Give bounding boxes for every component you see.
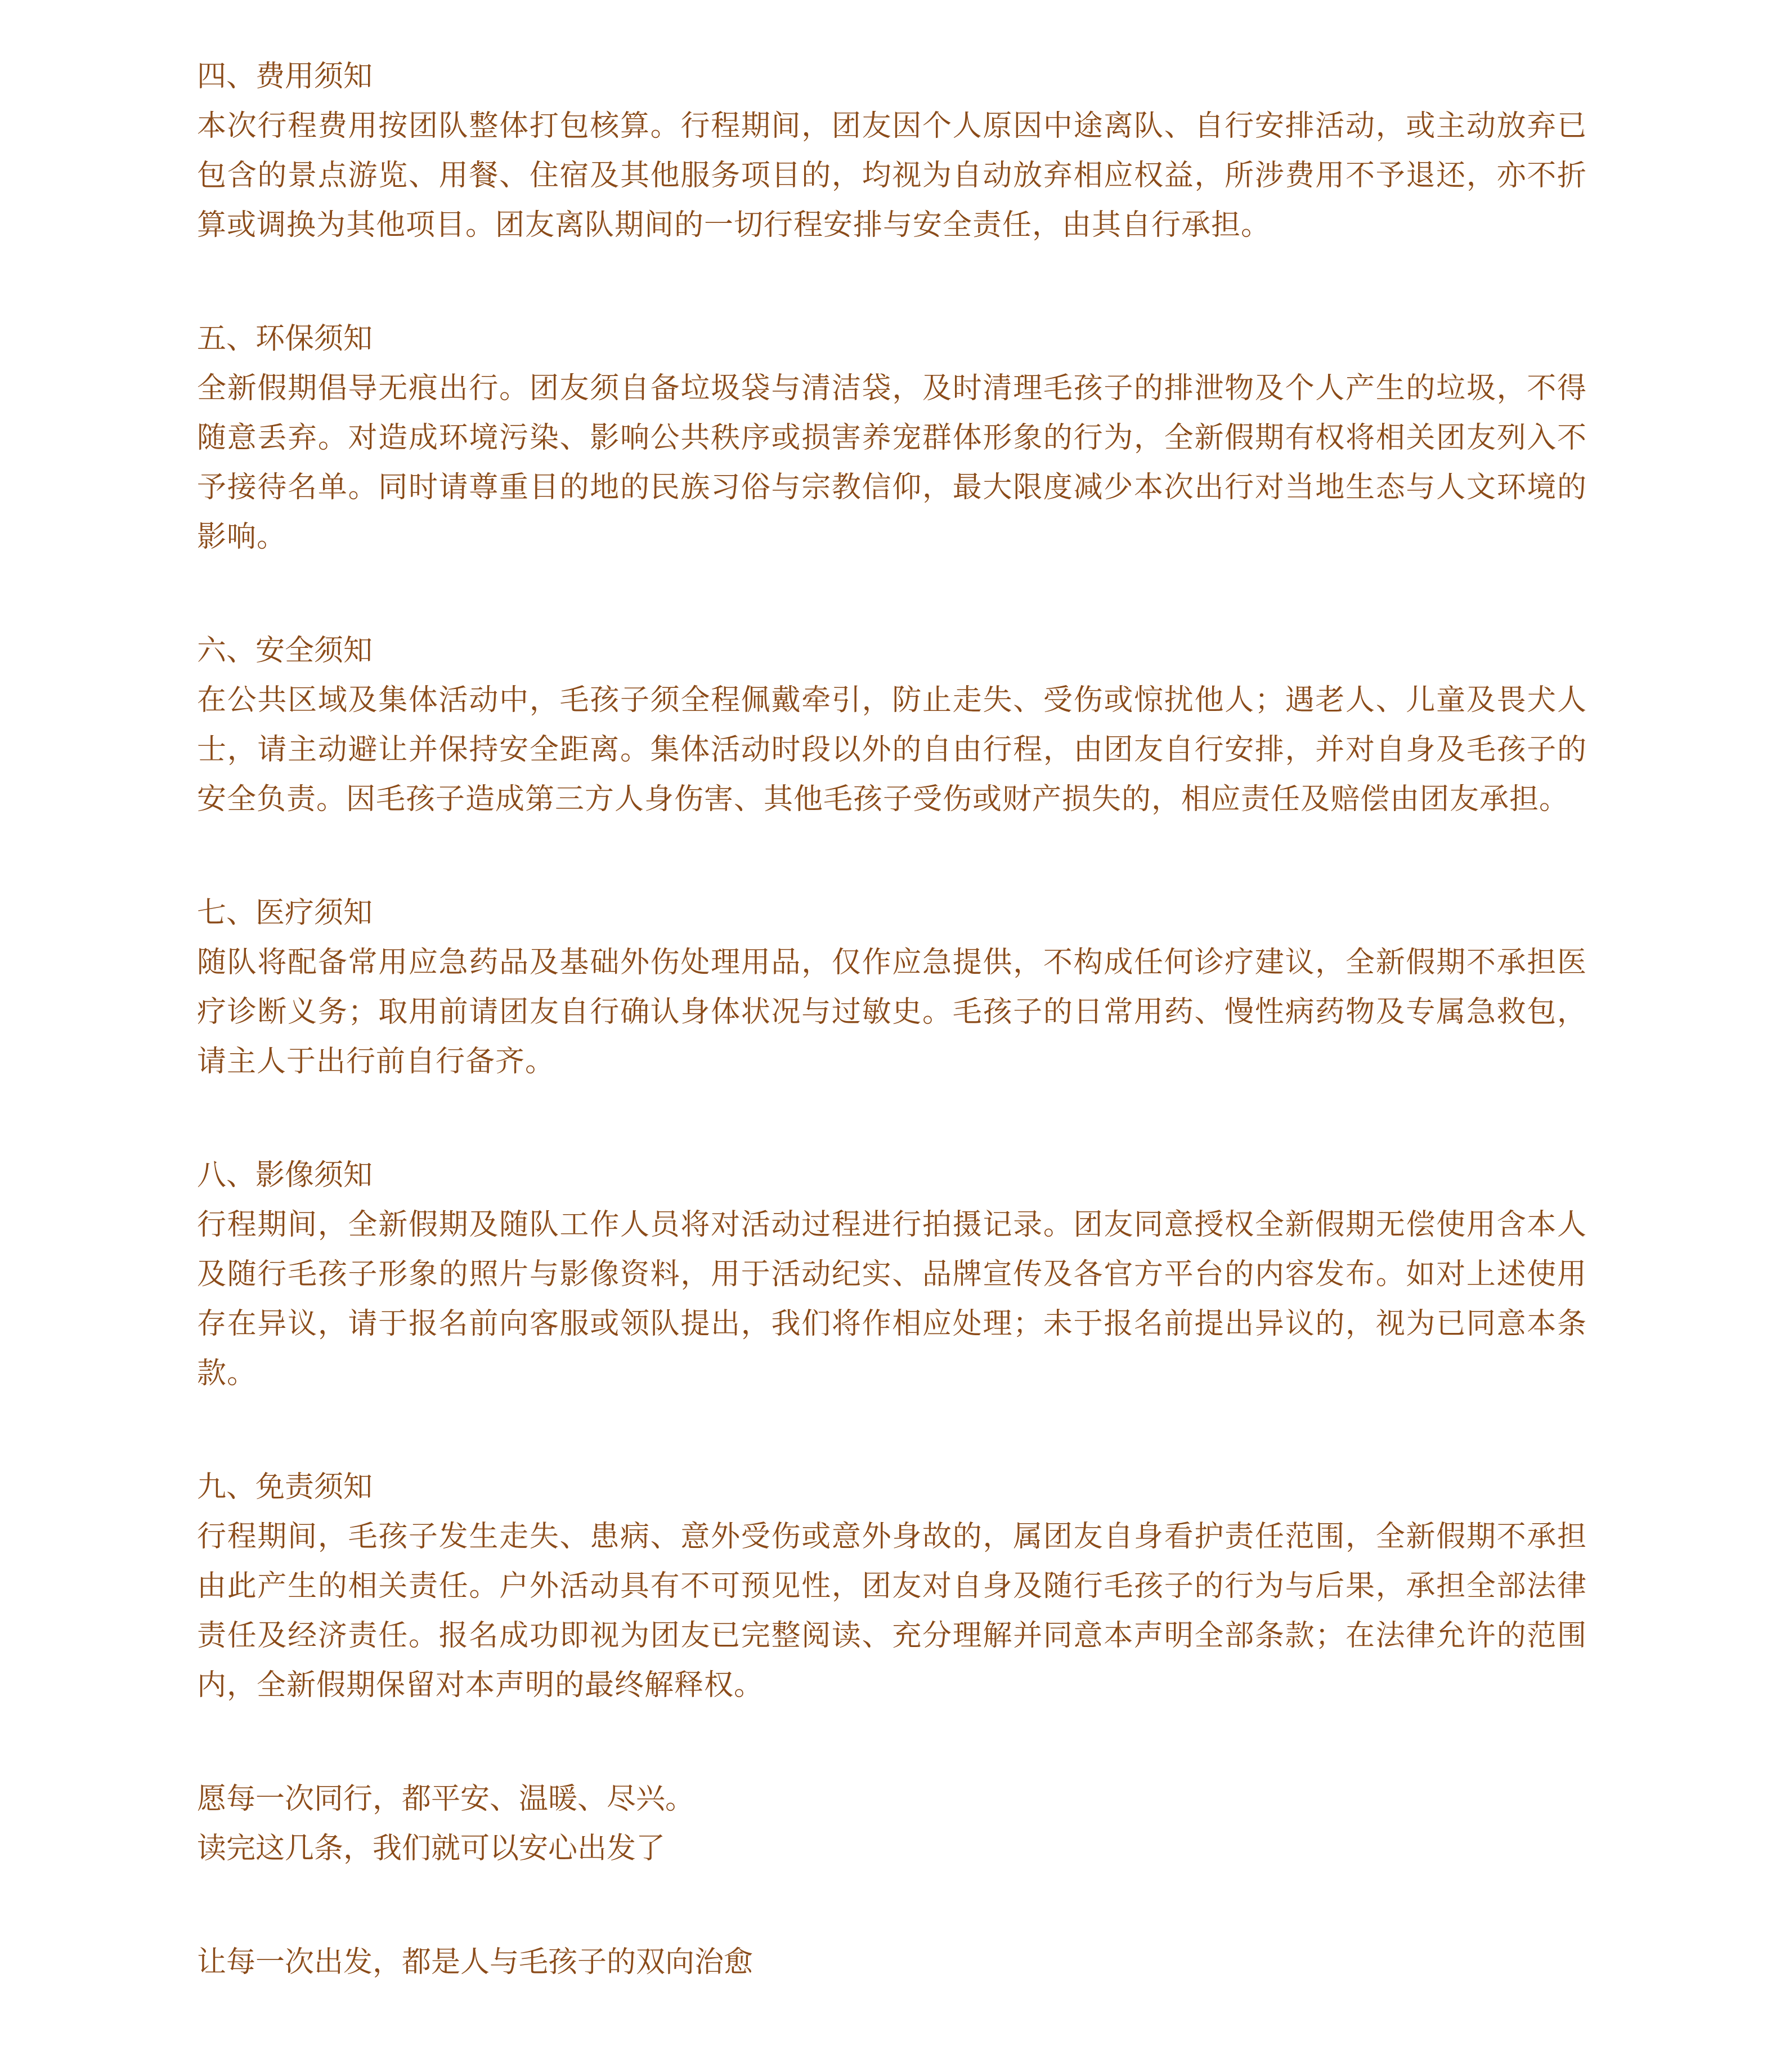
closing-line-1: 愿每一次同行，都平安、温暖、尽兴。: [197, 1782, 695, 1816]
section-environment: [197, 314, 1587, 562]
section-body: 随队将配备常用应急药品及基础外伤处理用品，仅作应急提供，不构成任何诊疗建议，全新假期不承担医疗诊断义务；取用前请团友自行确认身体状况与过敏史。毛孩子的日常用药、慢性病药物及专属急救包，请主人于出行前自行备齐。: [197, 946, 1587, 1078]
section-title: 四、费用须知: [197, 60, 373, 93]
section-body: 全新假期倡导无痕出行。团友须自备垃圾袋与清洁袋，及时清理毛孩子的排泄物及个人产生的垃圾，不得随意丢弃。对造成环境污染、影响公共秩序或损害养宠群体形象的行为，全新假期有权将相关团友列入不予接待名单。同时请尊重目的地的民族习俗与宗教信仰，最大限度减少本次出行对当地生态与人文环境的影响。: [197, 372, 1587, 554]
section-title: 七、医疗须知: [197, 896, 373, 930]
section-body: 行程期间，全新假期及随队工作人员将对活动过程进行拍摄记录。团友同意授权全新假期无偿使用含本人及随行毛孩子形象的照片与影像资料，用于活动纪实、品牌宣传及各官方平台的内容发布。如对上述使用存在异议，请于报名前向客服或领队提出，我们将作相应处理；未于报名前提出异议的，视为已同意本条款。: [197, 1208, 1587, 1390]
notice-document: [197, 52, 1587, 1987]
section-fees: [197, 52, 1587, 250]
section-medical: [197, 888, 1587, 1086]
section-body: 行程期间，毛孩子发生走失、患病、意外受伤或意外身故的，属团友自身看护责任范围，全新假期不承担由此产生的相关责任。户外活动具有不可预见性，团友对自身及随行毛孩子的行为与后果，承担全部法律责任及经济责任。报名成功即视为团友已完整阅读、充分理解并同意本声明全部条款；在法律允许的范围内，全新假期保留对本声明的最终解释权。: [197, 1520, 1587, 1702]
section-imaging: [197, 1151, 1587, 1398]
section-disclaimer: [197, 1462, 1587, 1710]
section-title: 九、免责须知: [197, 1470, 373, 1504]
final-slogan: 让每一次出发，都是人与毛孩子的双向治愈: [197, 1945, 754, 1979]
section-title: 六、安全须知: [197, 634, 373, 668]
section-safety: [197, 626, 1587, 824]
section-title: 八、影像须知: [197, 1158, 373, 1192]
section-body: 本次行程费用按团队整体打包核算。行程期间，团友因个人原因中途离队、自行安排活动，或主动放弃已包含的景点游览、用餐、住宿及其他服务项目的，均视为自动放弃相应权益，所涉费用不予退还，亦不折算或调换为其他项目。团友离队期间的一切行程安排与安全责任，由其自行承担。: [197, 109, 1587, 242]
closing-message: [197, 1774, 1587, 1873]
section-title: 五、环保须知: [197, 322, 373, 356]
section-body: 在公共区域及集体活动中，毛孩子须全程佩戴牵引，防止走失、受伤或惊扰他人；遇老人、儿童及畏犬人士，请主动避让并保持安全距离。集体活动时段以外的自由行程，由团友自行安排，并对自身及毛孩子的安全负责。因毛孩子造成第三方人身伤害、其他毛孩子受伤或财产损失的，相应责任及赔偿由团友承担。: [197, 683, 1587, 816]
closing-line-2: 读完这几条，我们就可以安心出发了: [197, 1832, 666, 1865]
